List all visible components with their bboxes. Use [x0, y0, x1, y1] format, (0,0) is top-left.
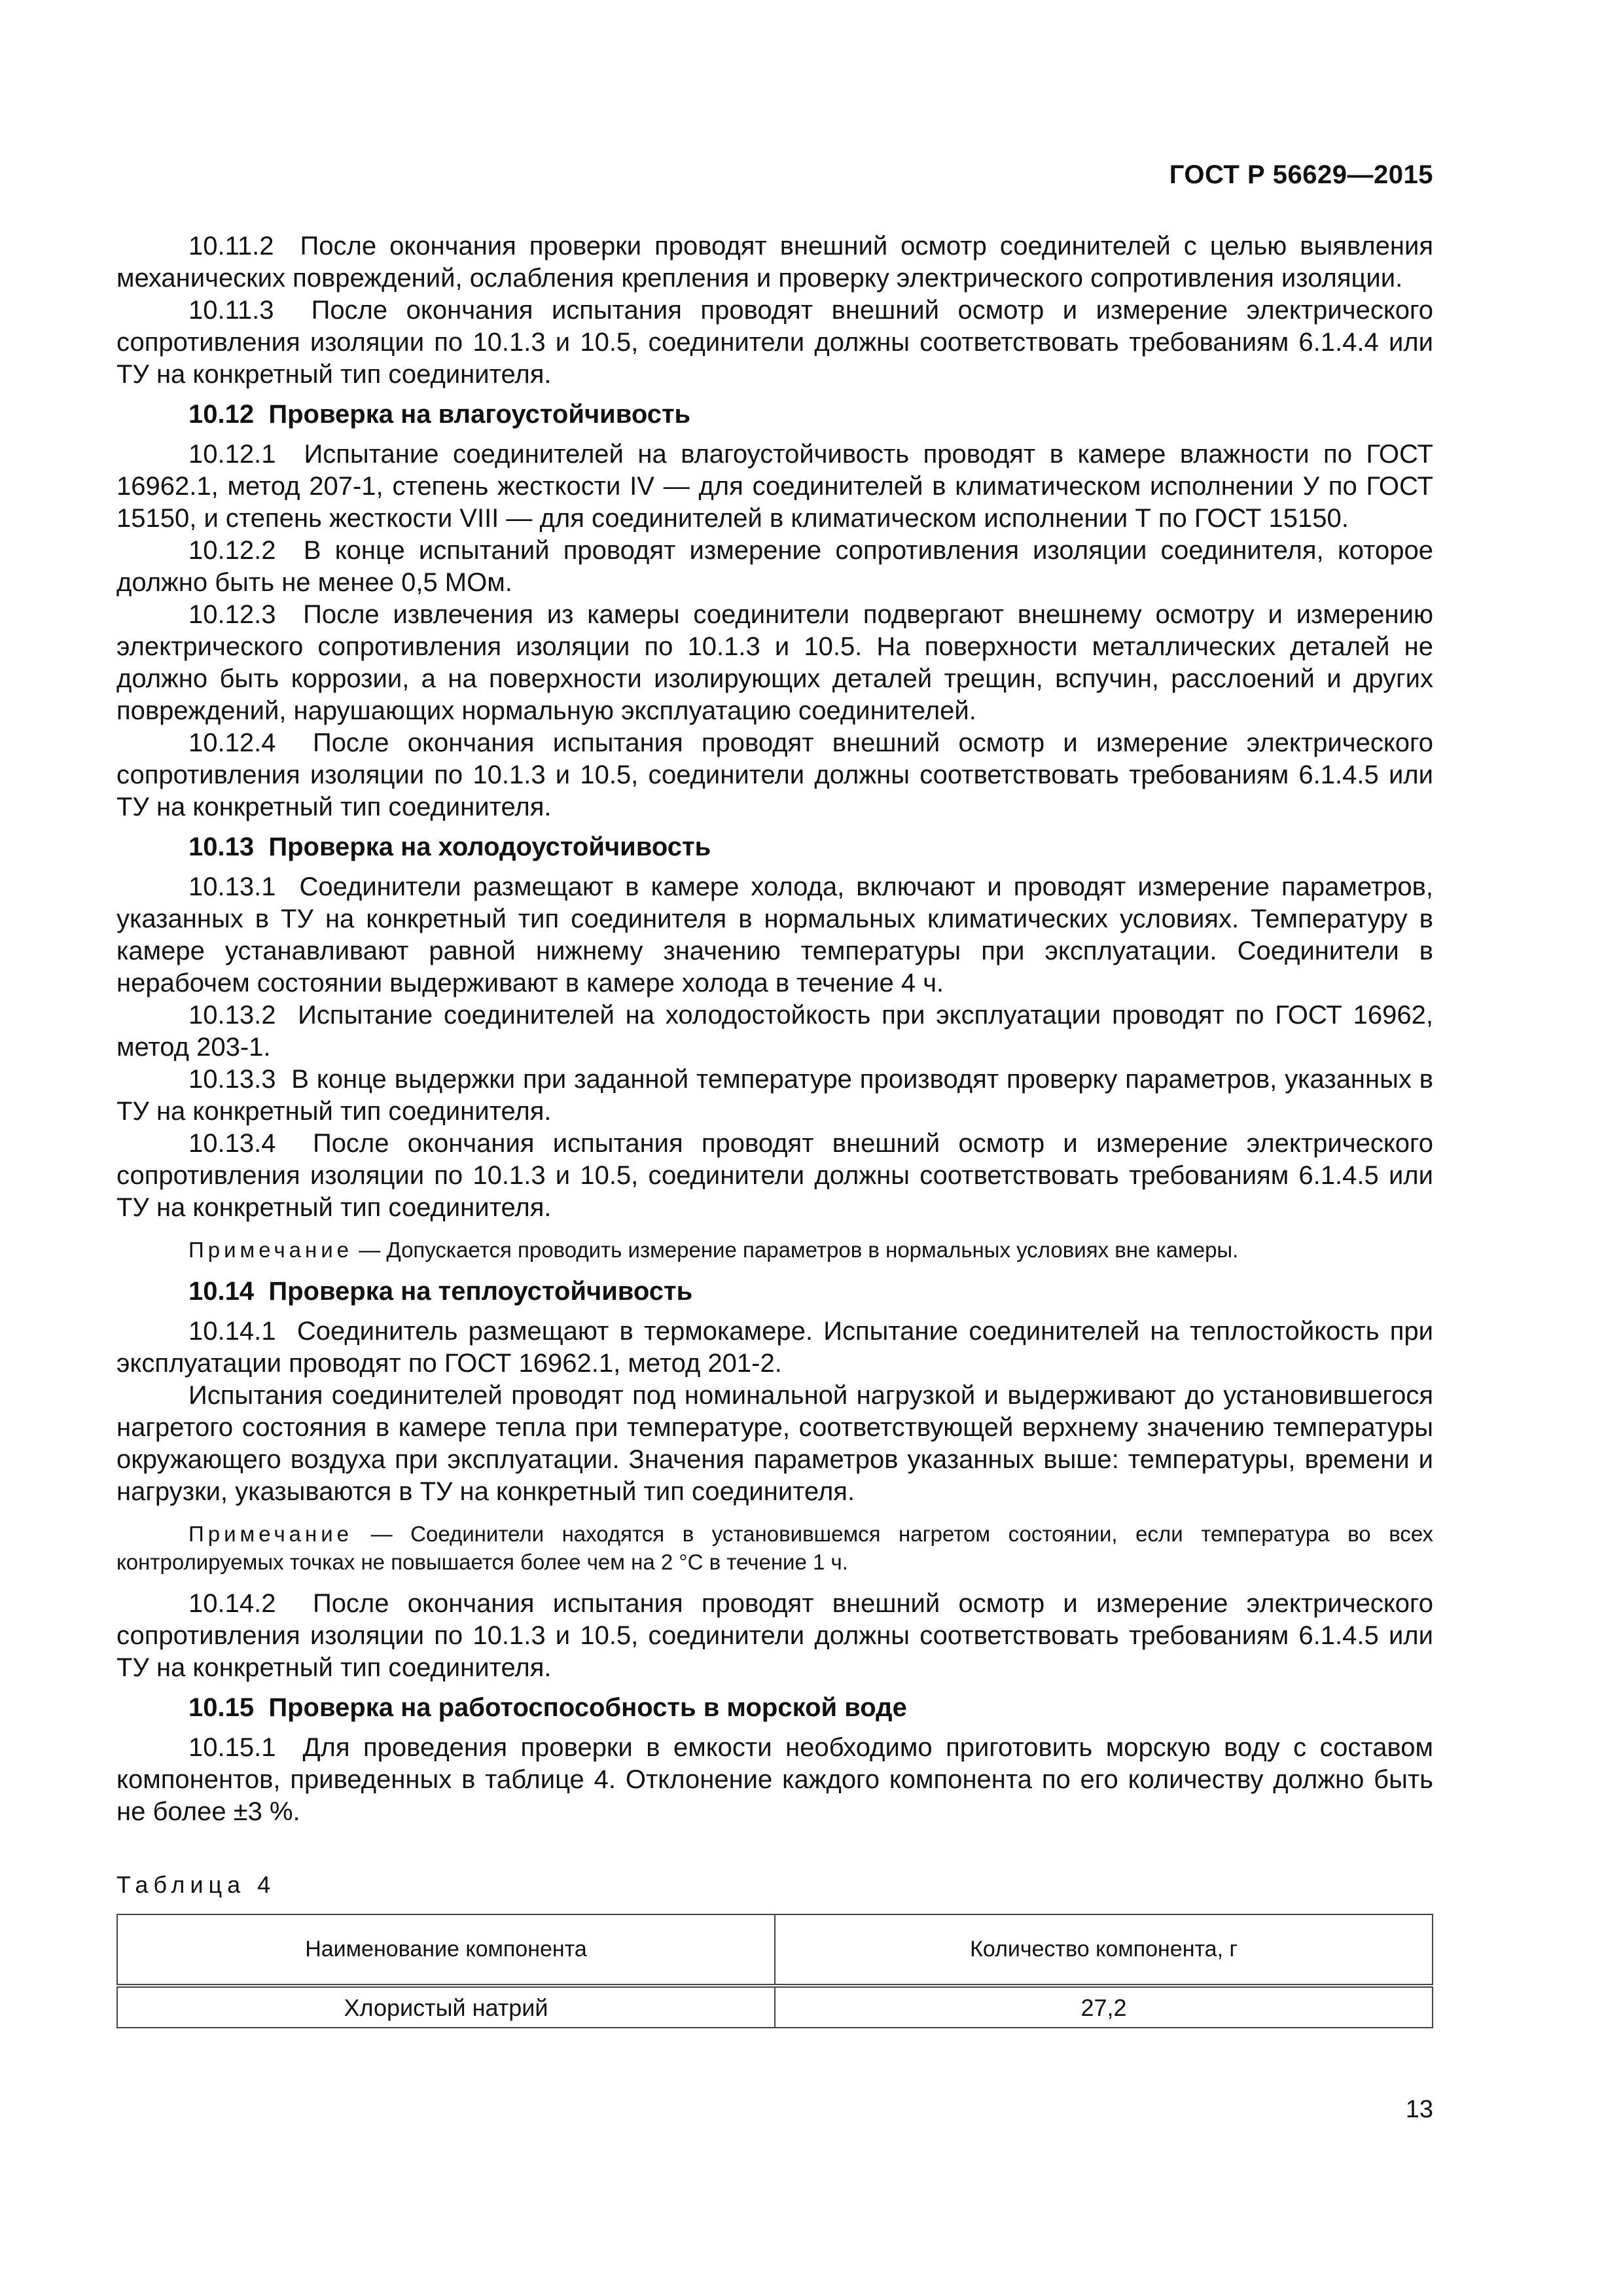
section-title: Проверка на работоспособность в морской воде — [268, 1693, 907, 1722]
paragraph-text: После окончания испытания проводят внешний осмотр и измерение электрического сопротивления изоляции по 10.1.3 и 10.5, соединители должны соответствовать требованиям 6.1.4.5 или ТУ на конкретный тип соединителя. — [116, 1129, 1433, 1222]
paragraph — [116, 1316, 1433, 1380]
table-header-cell: Количество компонента, г — [775, 1914, 1433, 1986]
note-text: — Допускается проводить измерение параметров в нормальных условиях вне камеры. — [359, 1238, 1239, 1262]
table-header-row — [117, 1914, 1433, 1986]
section-heading — [116, 1276, 1433, 1308]
page-number: 13 — [1405, 2096, 1433, 2123]
section-heading — [116, 831, 1433, 863]
table-cell: 27,2 — [775, 1986, 1433, 2028]
paragraph-text: Соединитель размещают в термокамере. Испытание соединителей на теплостойкость при эксплуатации проводят по ГОСТ 16962.1, метод 201-2. — [116, 1317, 1434, 1378]
components-table — [116, 1914, 1433, 2028]
paragraph-text: Испытание соединителей на холодостойкость при эксплуатации проводят по ГОСТ 16962, метод 203-1. — [116, 1001, 1434, 1062]
table-row — [117, 1986, 1433, 2028]
paragraph-text: После окончания испытания проводят внешний осмотр и измерение электрического сопротивления изоляции по 10.1.3 и 10.5, соединители должны соответствовать требованиям 6.1.4.4 или ТУ на конкретный тип соединителя. — [116, 296, 1433, 389]
clause-number: 10.11.2 — [188, 232, 274, 260]
clause-number: 10.12.4 — [188, 728, 276, 757]
paragraph — [116, 727, 1433, 823]
clause-number: 10.13.3 — [188, 1065, 276, 1094]
clause-number: 10.12.3 — [188, 600, 276, 629]
section-title: Проверка на теплоустойчивость — [268, 1277, 693, 1306]
clause-number: 10.13.1 — [188, 872, 276, 901]
clause-number: 10.15.1 — [188, 1733, 276, 1762]
paragraph — [116, 1128, 1433, 1224]
paragraph — [116, 230, 1433, 295]
section-number: 10.14 — [188, 1277, 255, 1306]
paragraph — [116, 295, 1433, 391]
paragraph-text: После окончания испытания проводят внешний осмотр и измерение электрического сопротивления изоляции по 10.1.3 и 10.5, соединители должны соответствовать требованиям 6.1.4.5 или ТУ на конкретный тип соединителя. — [116, 1589, 1433, 1682]
table-header-cell: Наименование компонента — [117, 1914, 775, 1986]
paragraph-text: Испытание соединителей на влагоустойчивость проводят в камере влажности по ГОСТ 16962.1, метод 207-1, степень жесткости IV — для соединителей в климатическом исполнении У по ГОСТ 15150, и степень жесткости VIII — для соединителей в климатическом исполнении Т по ГОСТ 15150. — [116, 440, 1433, 533]
note — [116, 1520, 1433, 1576]
paragraph-text: В конце выдержки при заданной температуре производят проверку параметров, указанных в ТУ на конкретный тип соединителя. — [116, 1065, 1434, 1126]
table-caption: Таблица 4 — [116, 1871, 276, 1898]
paragraph — [116, 1732, 1433, 1828]
paragraph — [116, 599, 1433, 727]
paragraph — [116, 535, 1433, 599]
section-number: 10.13 — [188, 833, 255, 861]
paragraph — [116, 871, 1433, 999]
document-body — [116, 230, 1433, 2028]
section-number: 10.12 — [188, 400, 255, 429]
clause-number: 10.12.2 — [188, 536, 276, 565]
note-label: Примечание — [188, 1238, 353, 1262]
note-label: Примечание — [188, 1522, 353, 1546]
paragraph — [116, 1064, 1433, 1128]
clause-number: 10.14.1 — [188, 1317, 276, 1346]
paragraph — [116, 999, 1433, 1064]
section-title: Проверка на влагоустойчивость — [268, 400, 691, 429]
clause-number: 10.13.2 — [188, 1001, 276, 1030]
paragraph — [116, 1588, 1433, 1684]
note-text: — Соединители находятся в установившемся нагретом состоянии, если температура во всех контролируемых точках не повышается более чем на 2 °С в течение 1 ч. — [116, 1522, 1434, 1574]
document-code: ГОСТ Р 56629—2015 — [1169, 160, 1433, 189]
section-heading — [116, 1692, 1433, 1724]
paragraph-text: Для проведения проверки в емкости необходимо приготовить морскую воду с составом компонентов, приведенных в таблице 4. Отклонение каждого компонента по его количеству должно быть не более ±3 %. — [116, 1733, 1433, 1826]
paragraph-text: В конце испытаний проводят измерение сопротивления изоляции соединителя, которое должно быть не менее 0,5 МОм. — [116, 536, 1433, 597]
section-number: 10.15 — [188, 1693, 255, 1722]
paragraph-text: После окончания испытания проводят внешний осмотр и измерение электрического сопротивления изоляции по 10.1.3 и 10.5, соединители должны соответствовать требованиям 6.1.4.5 или ТУ на конкретный тип соединителя. — [116, 728, 1433, 821]
paragraph — [116, 439, 1433, 535]
clause-number: 10.13.4 — [188, 1129, 276, 1158]
paragraph-text: После окончания проверки проводят внешний осмотр соединителей с целью выявления механических повреждений, ослабления крепления и проверку электрического сопротивления изоляции. — [116, 232, 1433, 293]
clause-number: 10.12.1 — [188, 440, 276, 469]
note — [116, 1236, 1433, 1264]
section-heading — [116, 399, 1433, 431]
paragraph-text: Испытания соединителей проводят под номинальной нагрузкой и выдерживают до установившегося нагретого состояния в камере тепла при температуре, соответствующей верхнему значению температуры окружающего воздуха при эксплуатации. Значения параметров указанных выше: температуры, времени и нагрузки, указываются в ТУ на конкретный тип соединителя. — [116, 1381, 1433, 1506]
clause-number: 10.11.3 — [188, 296, 274, 325]
clause-number: 10.14.2 — [188, 1589, 276, 1618]
table-cell: Хлористый натрий — [117, 1986, 775, 2028]
paragraph-text: После извлечения из камеры соединители подвергают внешнему осмотру и измерению электрического сопротивления изоляции по 10.1.3 и 10.5. На поверхности металлических деталей не должно быть коррозии, а на поверхности изолирующих деталей трещин, вспучин, расслоений и других повреждений, нарушающих нормальную эксплуатацию соединителей. — [116, 600, 1433, 725]
section-title: Проверка на холодоустойчивость — [268, 833, 711, 861]
paragraph-text: Соединители размещают в камере холода, включают и проводят измерение параметров, указанных в ТУ на конкретный тип соединителя в нормальных климатических условиях. Температуру в камере устанавливают равной нижнему значению температуры при эксплуатации. Соединители в нерабочем состоянии выдерживают в камере холода в течение 4 ч. — [116, 872, 1433, 997]
paragraph — [116, 1380, 1433, 1508]
